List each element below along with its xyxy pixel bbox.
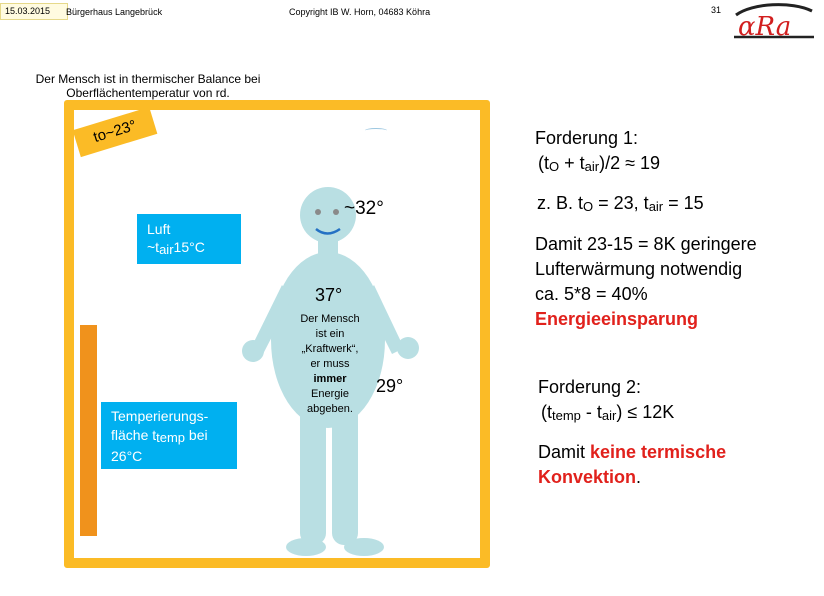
requirement-1-example: z. B. $t_O = 23$, $t_{air} = 15$ bbox=[537, 193, 704, 214]
tempering-info-box bbox=[101, 402, 237, 469]
logo-text: αRa bbox=[738, 12, 792, 42]
caption-line-1: Der Mensch ist in thermischer Balance bei bbox=[35, 72, 261, 86]
requirement-2-result: Damit keine termische Konvektion. bbox=[538, 442, 727, 487]
requirement-1-result: Damit 23-15 = 8K geringere Lufterwärmung notwendig ca. 5*8 = 40% Energieeinsparung bbox=[535, 234, 757, 329]
company-logo bbox=[732, 1, 816, 43]
air-temp: $\sim t_{air}15^\circ C$ bbox=[147, 239, 205, 257]
air-label: Luft bbox=[147, 221, 171, 237]
power-plant-text: Der Mensch ist ein „Kraftwerk“, er muss immer Energie abgeben. bbox=[300, 313, 360, 415]
surface-temp-tag: to~23° bbox=[73, 107, 158, 157]
tempering-line-2: fläche $t_{temp}$ bei bbox=[111, 427, 208, 445]
head-temp-label: ~32° bbox=[344, 198, 384, 219]
person-left-leg bbox=[300, 395, 326, 545]
copyright-label: Copyright IB W. Horn, 04683 Köhra bbox=[289, 7, 431, 17]
page-number: 31 bbox=[711, 5, 722, 15]
heating-surface-strip bbox=[80, 325, 97, 536]
person-left-hand bbox=[242, 340, 264, 362]
requirement-1-formula: $(t_O + t_{air})/2 \approx 19$ bbox=[538, 153, 661, 174]
person-left-eye bbox=[315, 209, 321, 215]
tempering-line-3: 26°C bbox=[111, 448, 143, 464]
person-right-leg bbox=[332, 395, 358, 545]
intro-caption bbox=[20, 72, 276, 100]
venue-label: Bürgerhaus Langebrück bbox=[66, 7, 163, 17]
requirement-1-title: Forderung 1: bbox=[535, 128, 639, 148]
requirement-2-formula: $(t_{temp} - t_{air}) \le 12K$ bbox=[541, 402, 675, 423]
person-right-eye bbox=[333, 209, 339, 215]
leg-temp-label: 29° bbox=[376, 376, 404, 396]
logo-graphic bbox=[732, 1, 816, 43]
ceiling-mark bbox=[365, 128, 387, 133]
date-label: 15.03.2015 bbox=[0, 3, 68, 20]
caption-line-2: Oberflächentemperatur von rd. bbox=[66, 86, 230, 100]
body-temp-label: 37° bbox=[315, 285, 343, 305]
tempering-line-1: Temperierungs- bbox=[111, 408, 209, 424]
person-right-foot bbox=[344, 538, 384, 556]
air-info-box bbox=[137, 214, 241, 264]
person-left-foot bbox=[286, 538, 326, 556]
person-right-hand bbox=[397, 337, 419, 359]
requirement-2-title: Forderung 2: bbox=[538, 377, 642, 397]
